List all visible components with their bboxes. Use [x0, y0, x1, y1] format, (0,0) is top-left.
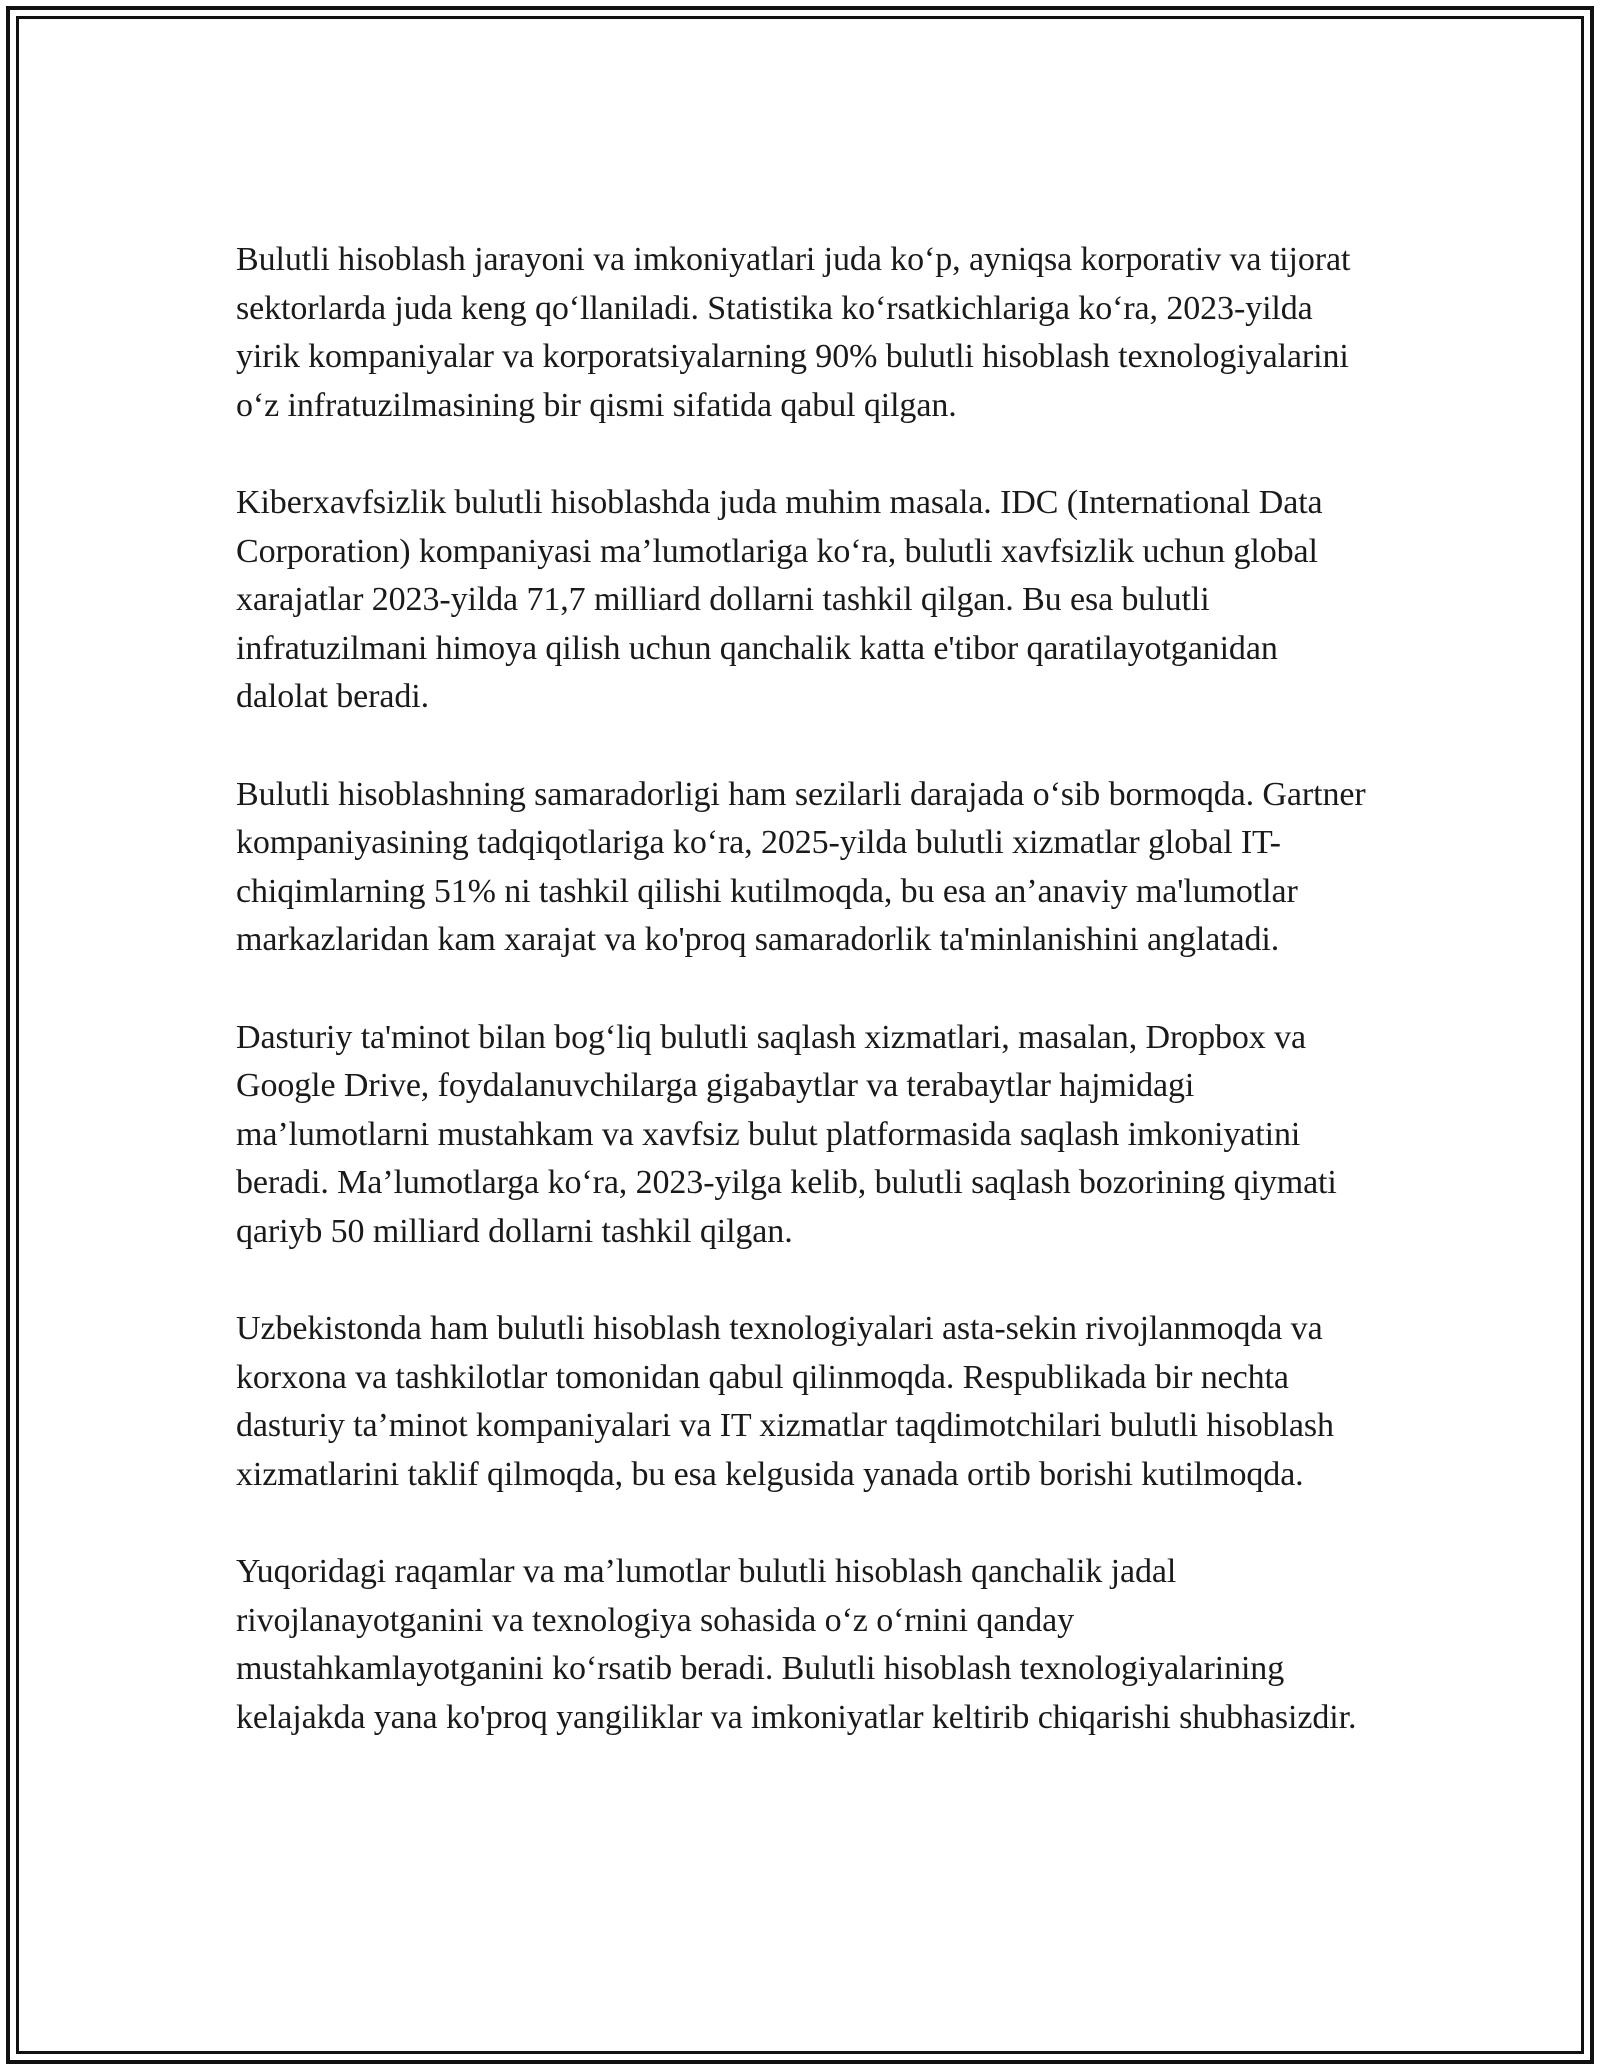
paragraph-conclusion: Yuqoridagi raqamlar va ma’lumotlar bulutli hisoblash qanchalik jadal rivojlanayotganini va texnologiya sohasida o‘z o‘rnini qanday mustahkamlayotganini ko‘rsatib beradi. Bulutli hisoblash texnologiyalarining kelajakda yana ko'proq yangiliklar va imkoniyatlar keltirib chiqarishi shubhasizdir.	[236, 1553, 1357, 1736]
paragraph-cybersecurity: Kiberxavfsizlik bulutli hisoblashda juda muhim masala. IDC (International Data Corporation) kompaniyasi ma’lumotlariga ko‘ra, bulutli xavfsizlik uchun global xarajatlar 2023-yilda 71,7 milliard dollarni tashkil qilgan. Bu esa bulutli infratuzilmani himoya qilish uchun qanchalik katta e'tibor qaratilayotganidan dalolat beradi.	[236, 484, 1323, 715]
paragraph-cloud-adoption: Bulutli hisoblash jarayoni va imkoniyatlari juda ko‘p, ayniqsa korporativ va tijorat sektorlarda juda keng qo‘llaniladi. Statistika ko‘rsatkichlariga ko‘ra, 2023-yilda yirik kompaniyalar va korporatsiyalarning 90% bulutli hisoblash texnologiyalarini o‘z infratuzilmasining bir qismi sifatida qabul qilgan.	[236, 241, 1351, 424]
paragraph-efficiency: Bulutli hisoblashning samaradorligi ham sezilarli darajada o‘sib bormoqda. Gartner kompaniyasining tadqiqotlariga ko‘ra, 2025-yilda bulutli xizmatlar global IT-chiqimlarning 51% ni tashkil qilishi kutilmoqda, bu esa an’anaviy ma'lumotlar markazlaridan kam xarajat va ko'proq samaradorlik ta'minlanishini anglatadi.	[236, 775, 1366, 958]
document-body	[236, 236, 1366, 1791]
paragraph-cloud-storage: Dasturiy ta'minot bilan bog‘liq bulutli saqlash xizmatlari, masalan, Dropbox va Google Drive, foydalanuvchilarga gigabaytlar va terabaytlar hajmidagi ma’lumotlarni mustahkam va xavfsiz bulut platformasida saqlash imkoniyatini beradi. Ma’lumotlarga ko‘ra, 2023-yilga kelib, bulutli saqlash bozorining qiymati qariyb 50 milliard dollarni tashkil qilgan.	[236, 1018, 1337, 1250]
paragraph-uzbekistan: Uzbekistonda ham bulutli hisoblash texnologiyalari asta-sekin rivojlanmoqda va korxona va tashkilotlar tomonidan qabul qilinmoqda. Respublikada bir nechta dasturiy ta’minot kompaniyalari va IT xizmatlar taqdimotchilari bulutli hisoblash xizmatlarini taklif qilmoqda, bu esa kelgusida yanada ortib borishi kutilmoqda.	[236, 1310, 1334, 1493]
